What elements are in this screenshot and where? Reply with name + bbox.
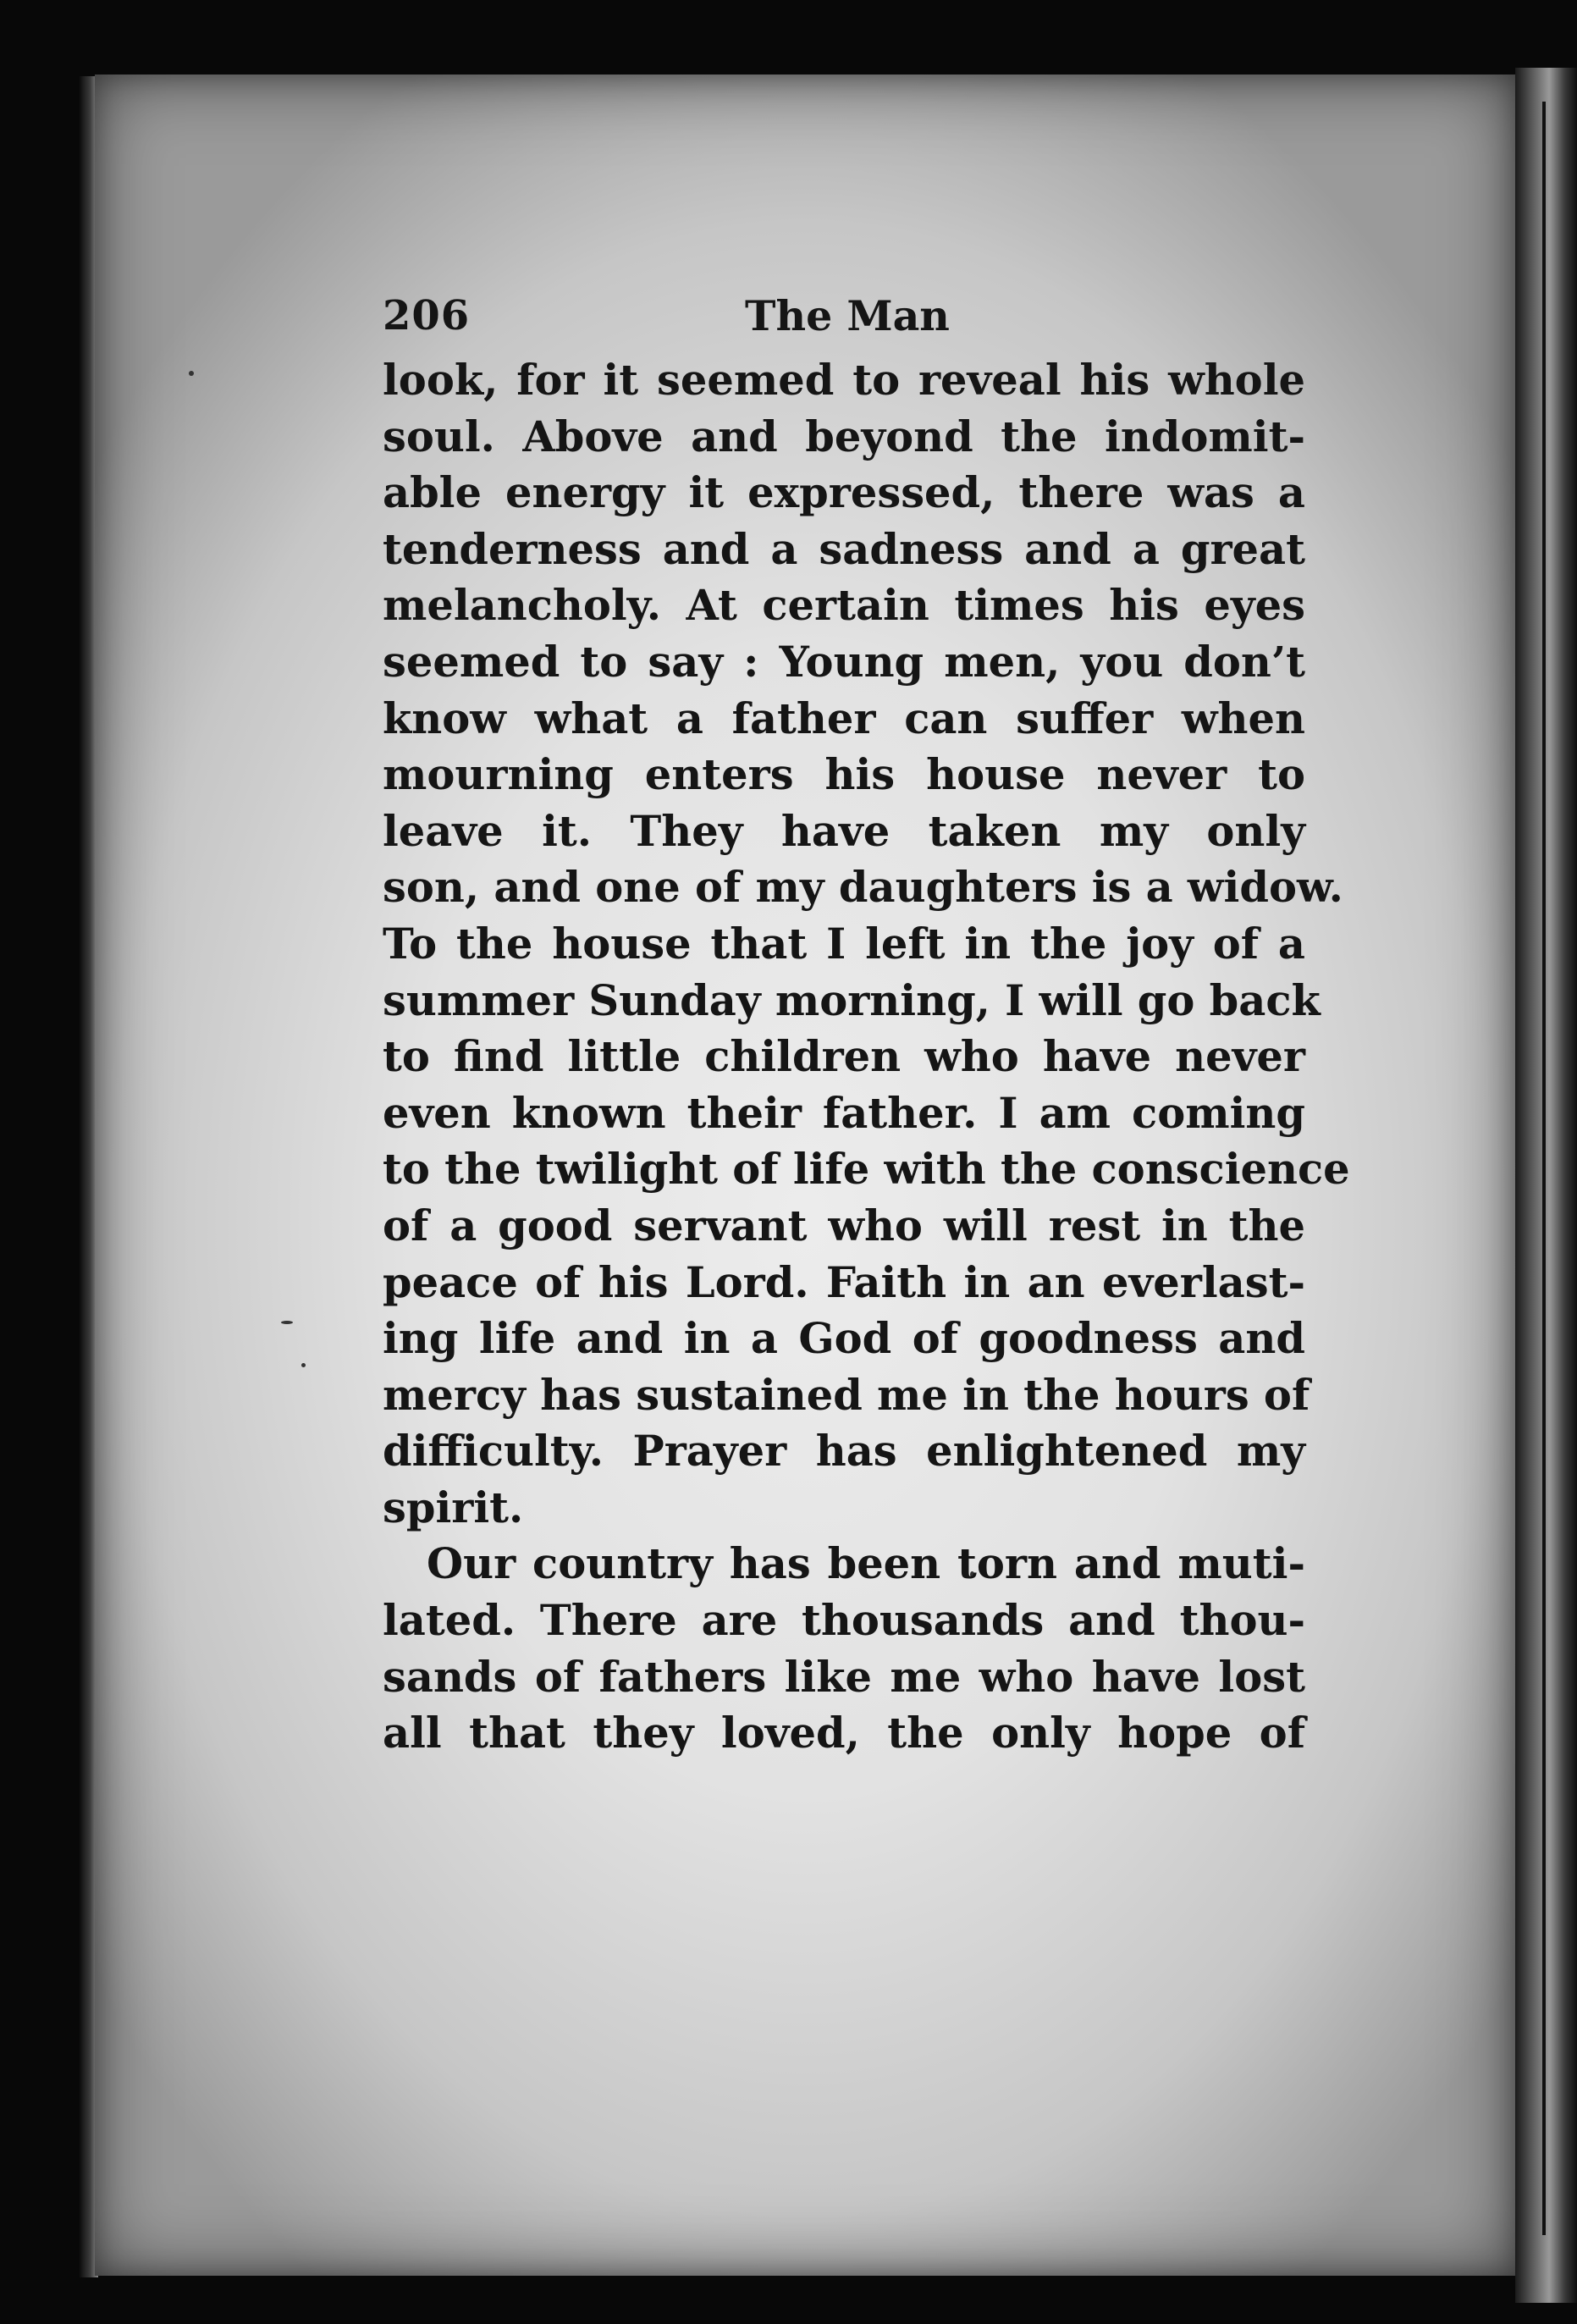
paragraph-2: [383, 1536, 1305, 1761]
text-line: look, for it seemed to reveal his whole: [383, 356, 1305, 405]
next-page-edge: [1515, 68, 1577, 2303]
text-line: son, and one of my daughters is a widow.: [383, 863, 1343, 913]
page-header: [383, 288, 1305, 352]
page-text-block: [383, 288, 1350, 1762]
text-line: of a good servant who will rest in the: [383, 1201, 1305, 1250]
text-line: mourning enters his house never to: [383, 750, 1305, 800]
text-line: to the twilight of life with the conscience: [383, 1145, 1350, 1195]
text-line: sands of fathers like me who have lost: [383, 1652, 1305, 1702]
text-line: melancholy. At certain times his eyes: [383, 581, 1305, 631]
text-line: To the house that I left in the joy of a: [383, 919, 1305, 969]
dust-speck: [301, 1363, 306, 1367]
text-line: lated. There are thousands and thou-: [383, 1596, 1305, 1646]
text-line: soul. Above and beyond the indomit-: [383, 411, 1305, 461]
running-head: The Man: [745, 291, 950, 340]
dust-speck: [189, 371, 194, 376]
page-fold-line: [1542, 102, 1546, 2235]
text-line: leave it. They have taken my only: [383, 806, 1305, 856]
text-line: all that they loved, the only hope of: [383, 1708, 1305, 1758]
text-line: to find little children who have never: [383, 1032, 1305, 1082]
text-line: able energy it expressed, there was a: [383, 468, 1305, 518]
text-line: even known their father. I am coming: [383, 1088, 1305, 1138]
text-line: mercy has sustained me in the hours of: [383, 1370, 1310, 1420]
text-line: difficulty. Prayer has enlightened my: [383, 1427, 1305, 1477]
text-line: spirit.: [383, 1482, 524, 1532]
text-line: know what a father can suffer when: [383, 693, 1305, 743]
text-line: ing life and in a God of goodness and: [383, 1314, 1305, 1364]
paragraph-1: [383, 352, 1350, 1536]
text-line: seemed to say : Young men, you don’t: [383, 637, 1305, 687]
text-line: summer Sunday morning, I will go back: [383, 975, 1321, 1025]
text-line: peace of his Lord. Faith in an everlast-: [383, 1257, 1305, 1307]
text-line: Our country has been torn and muti-: [427, 1539, 1305, 1589]
page-number: 206: [383, 292, 471, 339]
text-line: tenderness and a sadness and a great: [383, 524, 1305, 574]
dust-speck: [281, 1321, 293, 1324]
